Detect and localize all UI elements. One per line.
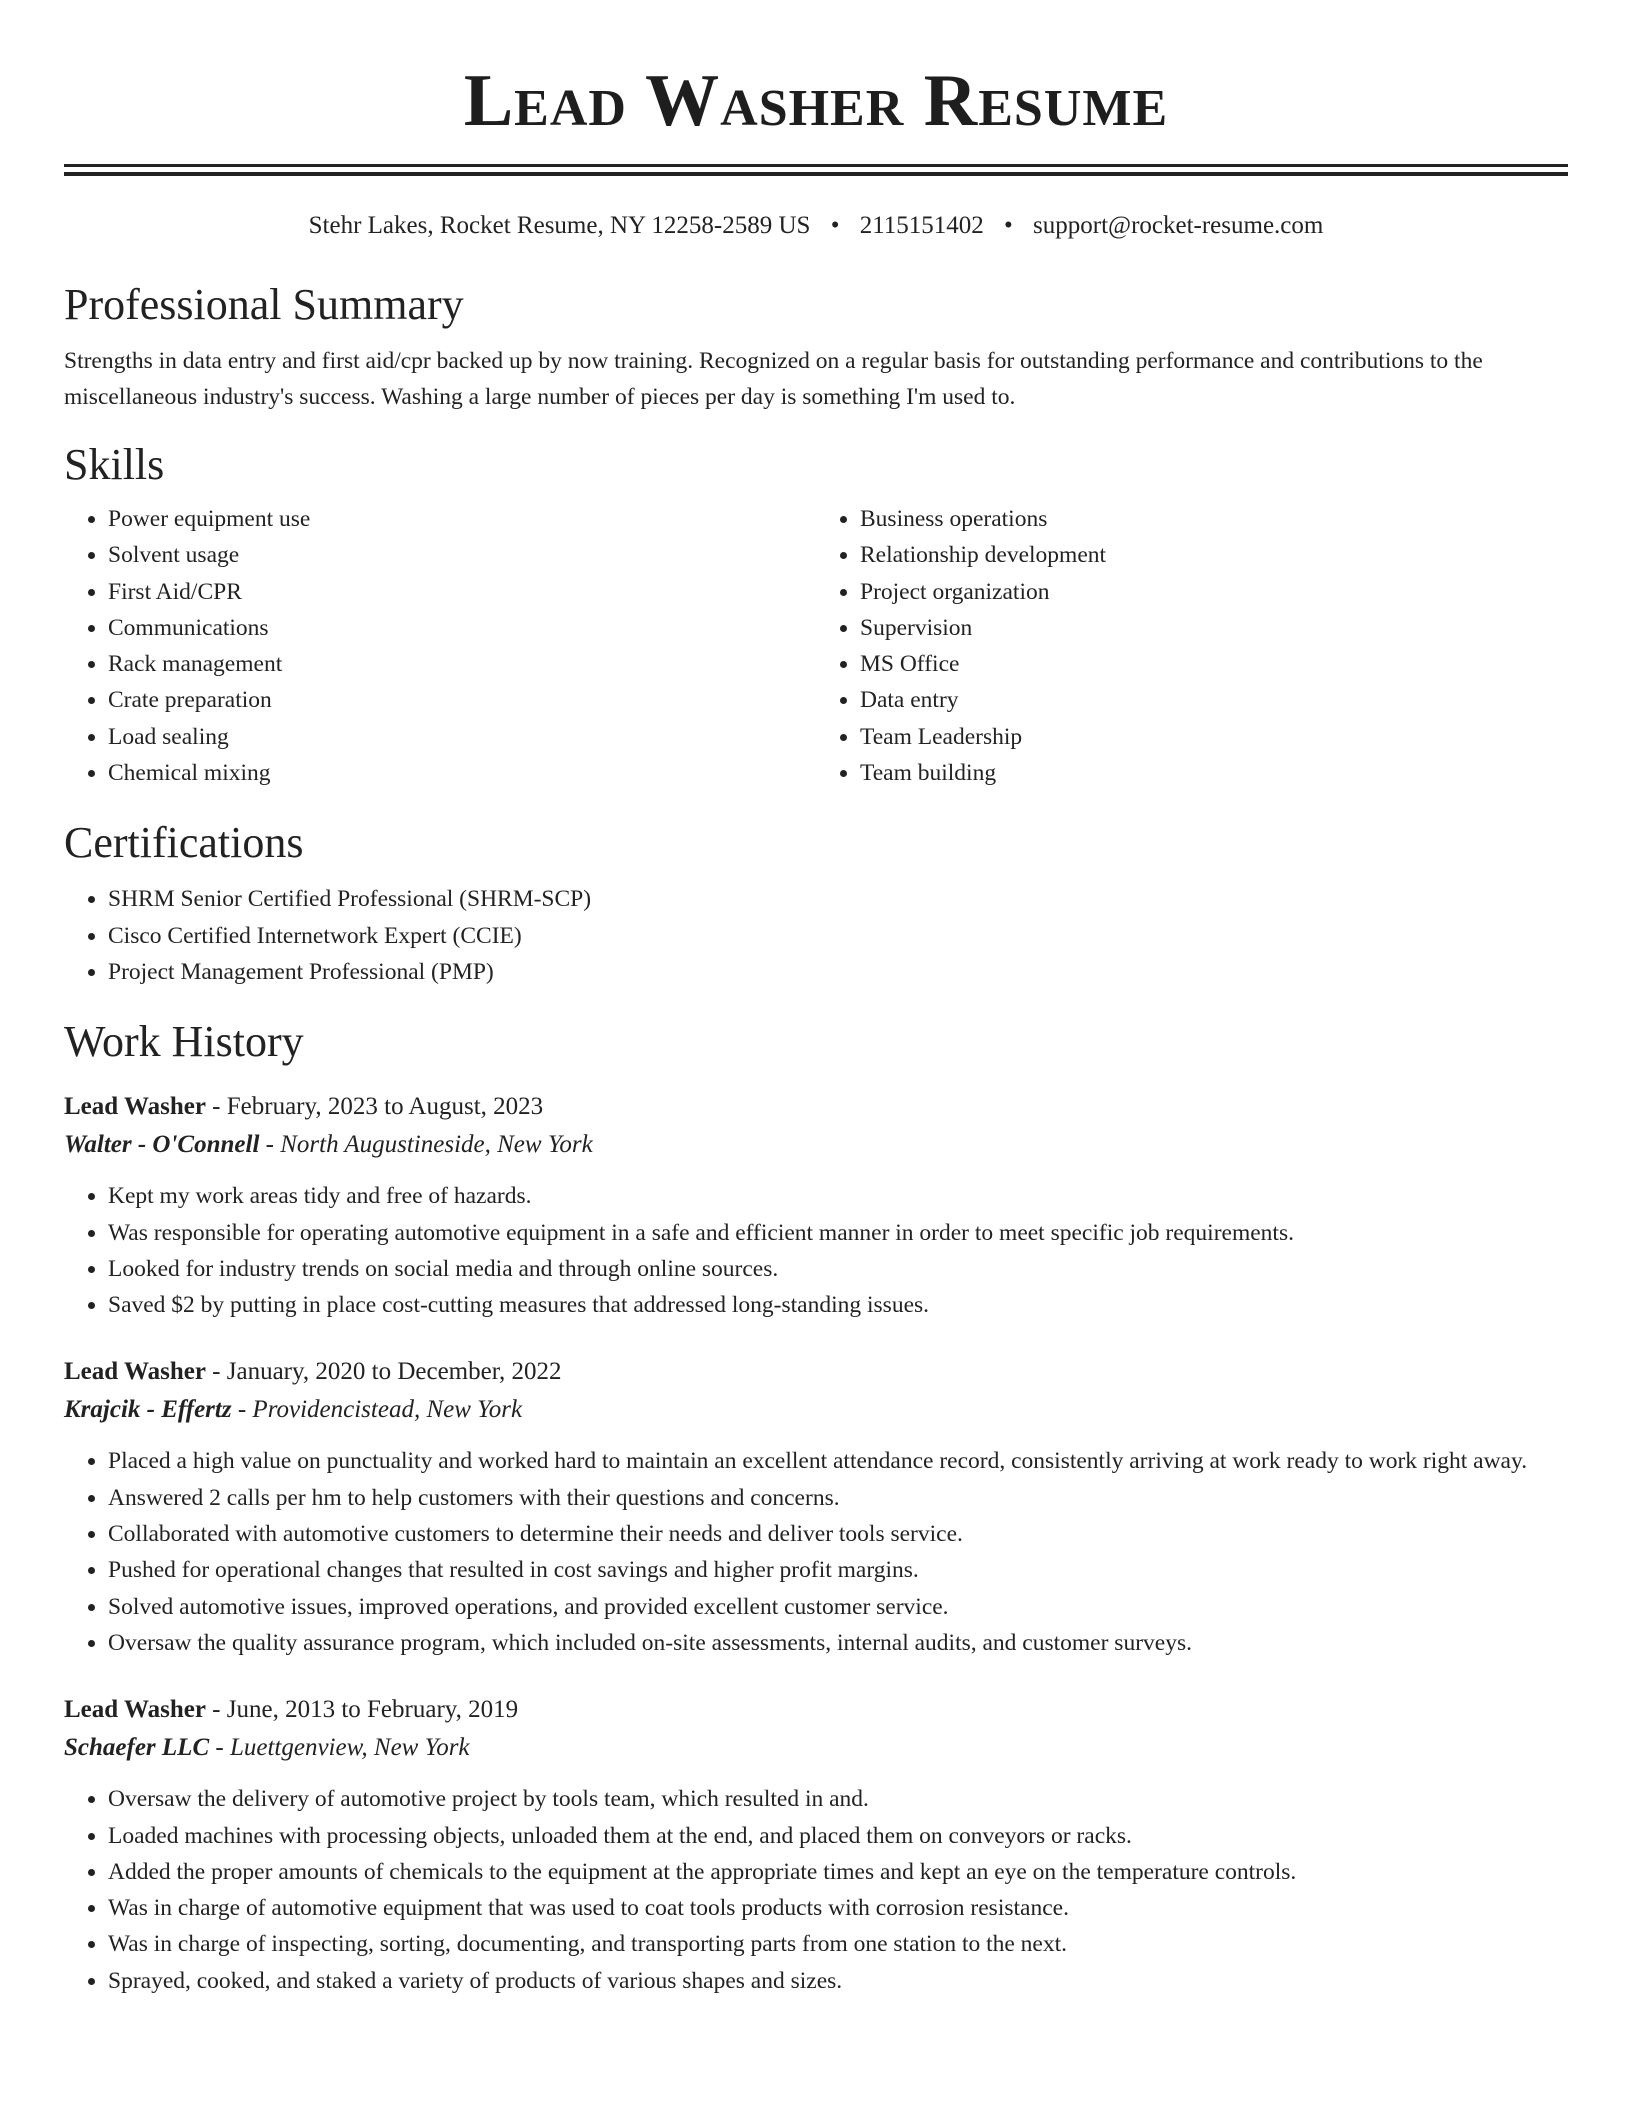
employer-line xyxy=(64,1729,1568,1767)
job-bullet: • Oversaw the delivery of automotive project by tools team, which resulted in and. xyxy=(108,1781,1568,1817)
skill-item: • First Aid/CPR xyxy=(108,574,816,610)
skill-item: • Project organization xyxy=(860,574,1568,610)
job-title: Lead Washer xyxy=(64,1696,206,1724)
job-bullet: • Solved automotive issues, improved operations, and provided excellent customer service. xyxy=(108,1589,1568,1625)
skill-item: • Communications xyxy=(108,610,816,646)
job-bullet: • Loaded machines with processing objects, unloaded them at the end, and placed them on conveyors or racks. xyxy=(108,1818,1568,1854)
job-dates: - June, 2013 to February, 2019 xyxy=(205,1696,519,1724)
job-bullet: • Added the proper amounts of chemicals to the equipment at the appropriate times and kept an eye on the temperature controls. xyxy=(108,1854,1568,1890)
skills-list-right xyxy=(816,501,1568,791)
job-bullet: • Was responsible for operating automotive equipment in a safe and efficient manner in order to meet specific job requirements. xyxy=(108,1215,1568,1251)
skill-item: • Team Leadership xyxy=(860,719,1568,755)
skill-item: • Data entry xyxy=(860,682,1568,718)
job-bullet: • Kept my work areas tidy and free of hazards. xyxy=(108,1178,1568,1214)
employer-location: - Providencistead, New York xyxy=(231,1396,523,1424)
job-bullets xyxy=(64,1178,1568,1323)
employer-line xyxy=(64,1126,1568,1164)
skill-item: • Team building xyxy=(860,755,1568,791)
job-title-line xyxy=(64,1088,1568,1126)
skill-item: • MS Office xyxy=(860,646,1568,682)
job-title-line xyxy=(64,1353,1568,1391)
job-title: Lead Washer xyxy=(64,1093,206,1121)
contact-line xyxy=(64,211,1568,241)
skill-item: • Chemical mixing xyxy=(108,755,816,791)
skill-item: • Crate preparation xyxy=(108,682,816,718)
certifications-list xyxy=(64,881,1568,990)
skill-item: • Rack management xyxy=(108,646,816,682)
employer-name: Walter - O'Connell xyxy=(64,1131,260,1159)
employer-location: - Luettgenview, New York xyxy=(209,1734,470,1762)
job-dates: - January, 2020 to December, 2022 xyxy=(205,1358,562,1386)
job-bullet: • Answered 2 calls per hm to help customers with their questions and concerns. xyxy=(108,1480,1568,1516)
skills-section xyxy=(64,439,1568,791)
page-title: Lead Washer Resume xyxy=(463,60,1169,142)
job-entry xyxy=(64,1353,1568,1661)
section-heading-work-history: Work History xyxy=(64,1017,304,1067)
title-divider xyxy=(64,164,1568,167)
job-bullet: • Oversaw the quality assurance program, which included on-site assessments, internal audits, and customer surveys. xyxy=(108,1625,1568,1661)
contact-phone: 2115151402 xyxy=(859,212,984,239)
job-bullet: • Was in charge of automotive equipment that was used to coat tools products with corrosion resistance. xyxy=(108,1890,1568,1926)
certification-item: • Project Management Professional (PMP) xyxy=(108,954,1568,990)
job-entry xyxy=(64,1088,1568,1323)
contact-email: support@rocket-resume.com xyxy=(1033,212,1324,239)
job-dates: - February, 2023 to August, 2023 xyxy=(205,1093,544,1121)
certification-item: • Cisco Certified Internetwork Expert (CCIE) xyxy=(108,918,1568,954)
summary-text: Strengths in data entry and first aid/cpr backed up by now training. Recognized on a regular basis for outstanding performance and contributions to the miscellaneous industry's success. Washing a large number of pieces per day is something I'm used to. xyxy=(64,348,1483,410)
skill-item: • Supervision xyxy=(860,610,1568,646)
skills-columns xyxy=(64,501,1568,791)
job-bullets xyxy=(64,1781,1568,1999)
skill-item: • Power equipment use xyxy=(108,501,816,537)
job-bullets xyxy=(64,1443,1568,1661)
contact-address: Stehr Lakes, Rocket Resume, NY 12258-2589 US xyxy=(308,212,811,239)
job-title: Lead Washer xyxy=(64,1358,206,1386)
section-heading-certifications: Certifications xyxy=(64,818,304,868)
job-bullet: • Looked for industry trends on social media and through online sources. xyxy=(108,1251,1568,1287)
contact-separator: • xyxy=(830,212,840,239)
certification-item: • SHRM Senior Certified Professional (SHRM-SCP) xyxy=(108,881,1568,917)
job-entry xyxy=(64,1691,1568,1999)
certifications-section xyxy=(64,817,1568,990)
job-bullet: • Collaborated with automotive customers to determine their needs and deliver tools service. xyxy=(108,1516,1568,1552)
contact-separator: • xyxy=(1004,212,1013,239)
employer-location: - North Augustineside, New York xyxy=(259,1131,593,1159)
skills-list-left xyxy=(64,501,816,791)
job-bullet: • Saved $2 by putting in place cost-cutting measures that addressed long-standing issues. xyxy=(108,1287,1568,1323)
section-heading-skills: Skills xyxy=(64,440,165,489)
employer-line xyxy=(64,1391,1568,1429)
skill-item: • Load sealing xyxy=(108,719,816,755)
employer-name: Krajcik - Effertz xyxy=(64,1396,232,1424)
employer-name: Schaefer LLC xyxy=(64,1734,210,1762)
job-bullet: • Was in charge of inspecting, sorting, documenting, and transporting parts from one station to the next. xyxy=(108,1926,1568,1962)
skill-item: • Solvent usage xyxy=(108,537,816,573)
skill-item: • Relationship development xyxy=(860,537,1568,573)
job-bullet: • Sprayed, cooked, and staked a variety of products of various shapes and sizes. xyxy=(108,1963,1568,1999)
skill-item: • Business operations xyxy=(860,501,1568,537)
job-title-line xyxy=(64,1691,1568,1729)
job-bullet: • Placed a high value on punctuality and worked hard to maintain an excellent attendance record, consistently arriving at work ready to work right away. xyxy=(108,1443,1568,1479)
job-bullet: • Pushed for operational changes that resulted in cost savings and higher profit margins. xyxy=(108,1552,1568,1588)
work-history-section xyxy=(64,1016,1568,1999)
section-heading-summary: Professional Summary xyxy=(64,280,464,329)
professional-summary-section xyxy=(64,279,1568,415)
